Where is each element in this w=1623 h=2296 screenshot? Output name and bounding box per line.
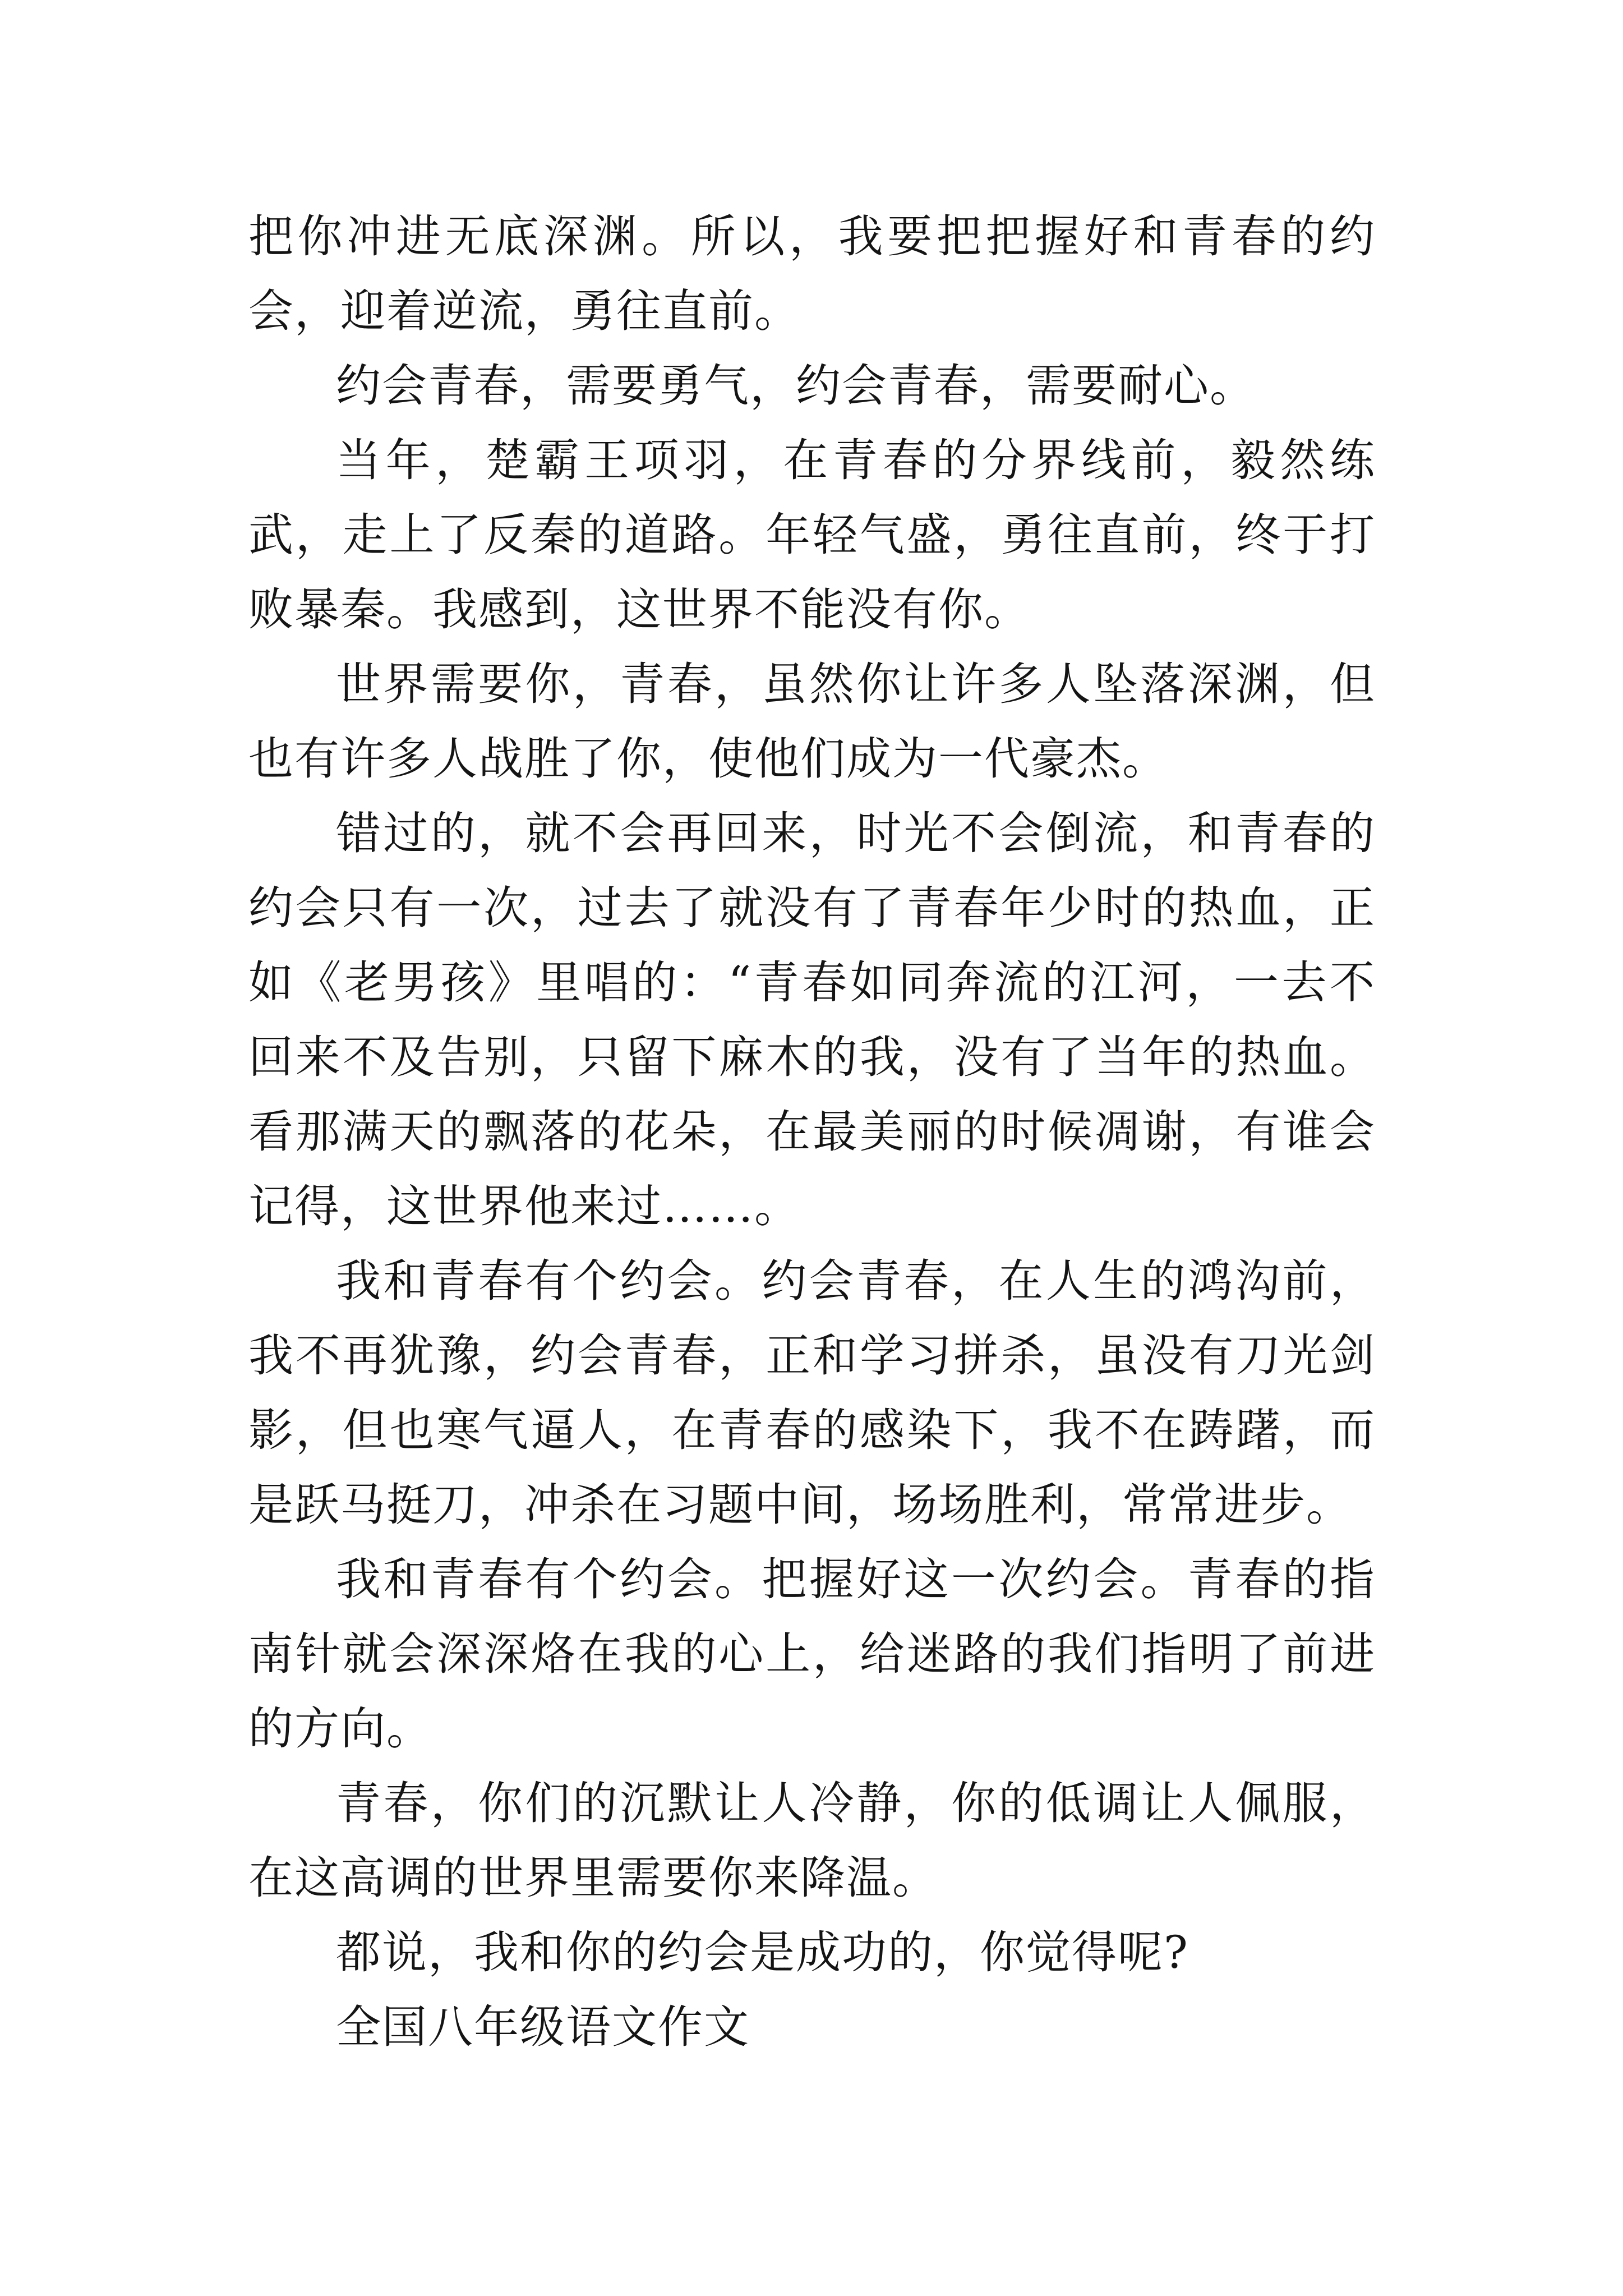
- paragraph-1: 把你冲进无底深渊。所以，我要把把握好和青春的约会，迎着逆流，勇往直前。: [248, 210, 1376, 337]
- paragraph-7: 我和青春有个约会。把握好这一次约会。青春的指南针就会深深烙在我的心上，给迷路的我们指明了前进的方向。: [248, 1553, 1376, 1755]
- paragraph-4: 世界需要你，青春，虽然你让许多人坠落深渊，但也有许多人战胜了你，使他们成为一代豪杰。: [248, 658, 1376, 785]
- paragraph-6: 我和青春有个约会。约会青春，在人生的鸿沟前，我不再犹豫，约会青春，正和学习拼杀，虽没有刀光剑影，但也寒气逼人，在青春的感染下，我不在踌躇，而是跃马挺刀，冲杀在习题中间，场场胜利，常常进步。: [248, 1255, 1376, 1531]
- paragraph-3: 当年，楚霸王项羽，在青春的分界线前，毅然练武，走上了反秦的道路。年轻气盛，勇往直前，终于打败暴秦。我感到，这世界不能没有你。: [248, 434, 1376, 636]
- paragraph-2: 约会青春，需要勇气，约会青春，需要耐心。: [336, 360, 1256, 412]
- paragraph-5: 错过的，就不会再回来，时光不会倒流，和青春的约会只有一次，过去了就没有了青春年少时的热血，正如《老男孩》里唱的：“青春如同奔流的江河，一去不回来不及告别，只留下麻木的我，没有了当年的热血。看那满天的飘落的花朵，在最美丽的时候凋谢，有谁会记得，这世界他来过……。: [248, 807, 1376, 1232]
- paragraph-10-footer: 全国八年级语文作文: [336, 2001, 750, 2053]
- paragraph-8: 青春，你们的沉默让人冷静，你的低调让人佩服，在这高调的世界里需要你来降温。: [248, 1777, 1376, 1904]
- essay-body: [248, 199, 1376, 2064]
- paragraph-9: 都说，我和你的约会是成功的，你觉得呢?: [336, 1926, 1189, 1978]
